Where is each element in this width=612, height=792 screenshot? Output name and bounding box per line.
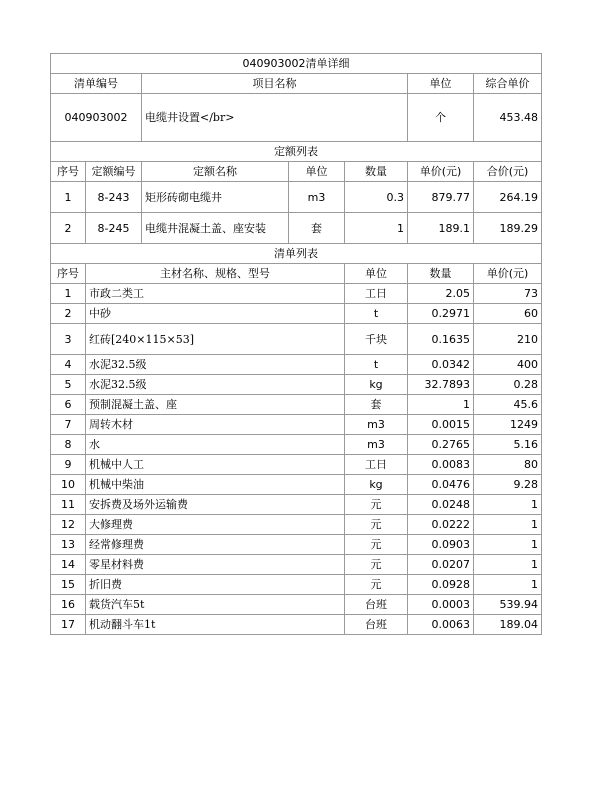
material-qty-header: 数量	[408, 264, 474, 284]
quota-total-header: 合价(元)	[474, 162, 542, 182]
material-section-row	[51, 244, 542, 264]
quota-total: 189.29	[474, 213, 542, 244]
material-qty: 0.0207	[408, 555, 474, 575]
material-price: 1	[474, 555, 542, 575]
material-name: 零星材料费	[86, 555, 345, 575]
material-no: 8	[51, 435, 86, 455]
quota-header-row	[51, 162, 542, 182]
material-price: 1	[474, 495, 542, 515]
material-qty: 0.2971	[408, 304, 474, 324]
material-qty: 0.0928	[408, 575, 474, 595]
quota-price: 189.1	[408, 213, 474, 244]
table-title: 040903002清单详细	[51, 54, 542, 74]
material-unit: 台班	[345, 615, 408, 635]
material-row	[51, 435, 542, 455]
material-unit: 台班	[345, 595, 408, 615]
material-qty: 32.7893	[408, 375, 474, 395]
material-qty: 0.0003	[408, 595, 474, 615]
material-row	[51, 495, 542, 515]
material-name-header: 主材名称、规格、型号	[86, 264, 345, 284]
material-row	[51, 595, 542, 615]
material-row	[51, 415, 542, 435]
bill-name-header: 项目名称	[142, 74, 408, 94]
material-row	[51, 555, 542, 575]
material-unit: kg	[345, 375, 408, 395]
material-no: 4	[51, 355, 86, 375]
material-row	[51, 284, 542, 304]
quota-qty: 0.3	[345, 182, 408, 213]
quota-name: 矩形砖砌电缆井	[142, 182, 289, 213]
quota-section-row	[51, 142, 542, 162]
material-unit: 元	[345, 535, 408, 555]
material-qty: 0.0248	[408, 495, 474, 515]
material-row	[51, 515, 542, 535]
material-qty: 0.0476	[408, 475, 474, 495]
material-unit: 套	[345, 395, 408, 415]
material-price: 400	[474, 355, 542, 375]
material-row	[51, 475, 542, 495]
material-no: 13	[51, 535, 86, 555]
bill-unit: 个	[408, 94, 474, 142]
quota-name: 电缆井混凝土盖、座安装	[142, 213, 289, 244]
material-name: 红砖[240×115×53]	[86, 324, 345, 355]
material-price-header: 单价(元)	[474, 264, 542, 284]
quota-qty: 1	[345, 213, 408, 244]
material-qty: 0.0342	[408, 355, 474, 375]
material-qty: 0.0015	[408, 415, 474, 435]
material-unit: 元	[345, 575, 408, 595]
material-price: 1	[474, 535, 542, 555]
quota-code-header: 定额编号	[86, 162, 142, 182]
material-unit: kg	[345, 475, 408, 495]
material-unit: 工日	[345, 455, 408, 475]
bill-code: 040903002	[51, 94, 142, 142]
bill-detail-table	[50, 53, 542, 635]
bill-unit-header: 单位	[408, 74, 474, 94]
quota-price: 879.77	[408, 182, 474, 213]
material-name: 折旧费	[86, 575, 345, 595]
material-qty: 0.0063	[408, 615, 474, 635]
material-unit: t	[345, 355, 408, 375]
material-row	[51, 304, 542, 324]
quota-code: 8-245	[86, 213, 142, 244]
material-row	[51, 535, 542, 555]
material-qty: 0.0903	[408, 535, 474, 555]
material-price: 189.04	[474, 615, 542, 635]
material-no-header: 序号	[51, 264, 86, 284]
material-name: 中砂	[86, 304, 345, 324]
material-section-title: 清单列表	[51, 244, 542, 264]
material-no: 14	[51, 555, 86, 575]
material-no: 1	[51, 284, 86, 304]
material-price: 9.28	[474, 475, 542, 495]
material-qty: 0.2765	[408, 435, 474, 455]
material-price: 0.28	[474, 375, 542, 395]
material-qty: 0.0083	[408, 455, 474, 475]
material-unit: 元	[345, 515, 408, 535]
material-no: 17	[51, 615, 86, 635]
quota-no: 2	[51, 213, 86, 244]
quota-unit: m3	[289, 182, 345, 213]
quota-section-title: 定额列表	[51, 142, 542, 162]
material-price: 1	[474, 575, 542, 595]
material-row	[51, 455, 542, 475]
quota-unit-header: 单位	[289, 162, 345, 182]
material-name: 载货汽车5t	[86, 595, 345, 615]
material-no: 6	[51, 395, 86, 415]
material-unit-header: 单位	[345, 264, 408, 284]
material-name: 水	[86, 435, 345, 455]
material-no: 11	[51, 495, 86, 515]
material-price: 73	[474, 284, 542, 304]
material-no: 15	[51, 575, 86, 595]
material-no: 12	[51, 515, 86, 535]
material-price: 1	[474, 515, 542, 535]
material-name: 水泥32.5级	[86, 355, 345, 375]
bill-header-row	[51, 74, 542, 94]
quota-name-header: 定额名称	[142, 162, 289, 182]
material-row	[51, 615, 542, 635]
material-unit: m3	[345, 415, 408, 435]
material-name: 周转木材	[86, 415, 345, 435]
material-price: 5.16	[474, 435, 542, 455]
material-no: 7	[51, 415, 86, 435]
material-price: 1249	[474, 415, 542, 435]
material-qty: 2.05	[408, 284, 474, 304]
material-name: 机械中柴油	[86, 475, 345, 495]
quota-no: 1	[51, 182, 86, 213]
bill-name: 电缆井设置</br>	[142, 94, 408, 142]
bill-price: 453.48	[474, 94, 542, 142]
material-no: 2	[51, 304, 86, 324]
quota-row	[51, 182, 542, 213]
quota-row	[51, 213, 542, 244]
material-name: 经常修理费	[86, 535, 345, 555]
material-name: 机动翻斗车1t	[86, 615, 345, 635]
quota-unit: 套	[289, 213, 345, 244]
material-no: 3	[51, 324, 86, 355]
material-name: 安拆费及场外运输费	[86, 495, 345, 515]
quota-price-header: 单价(元)	[408, 162, 474, 182]
material-row	[51, 324, 542, 355]
material-no: 16	[51, 595, 86, 615]
material-name: 大修理费	[86, 515, 345, 535]
material-row	[51, 355, 542, 375]
material-row	[51, 575, 542, 595]
bill-price-header: 综合单价	[474, 74, 542, 94]
quota-qty-header: 数量	[345, 162, 408, 182]
material-unit: 工日	[345, 284, 408, 304]
material-name: 水泥32.5级	[86, 375, 345, 395]
material-name: 预制混凝土盖、座	[86, 395, 345, 415]
material-qty: 1	[408, 395, 474, 415]
material-price: 80	[474, 455, 542, 475]
material-unit: m3	[345, 435, 408, 455]
quota-total: 264.19	[474, 182, 542, 213]
material-no: 10	[51, 475, 86, 495]
material-unit: 元	[345, 555, 408, 575]
bill-code-header: 清单编号	[51, 74, 142, 94]
material-row	[51, 395, 542, 415]
material-price: 45.6	[474, 395, 542, 415]
material-price: 60	[474, 304, 542, 324]
quota-code: 8-243	[86, 182, 142, 213]
material-qty: 0.0222	[408, 515, 474, 535]
bill-row	[51, 94, 542, 142]
material-price: 210	[474, 324, 542, 355]
material-unit: t	[345, 304, 408, 324]
material-unit: 千块	[345, 324, 408, 355]
material-no: 5	[51, 375, 86, 395]
material-unit: 元	[345, 495, 408, 515]
material-name: 市政二类工	[86, 284, 345, 304]
material-row	[51, 375, 542, 395]
material-price: 539.94	[474, 595, 542, 615]
material-no: 9	[51, 455, 86, 475]
title-row	[51, 54, 542, 74]
material-name: 机械中人工	[86, 455, 345, 475]
quota-no-header: 序号	[51, 162, 86, 182]
material-qty: 0.1635	[408, 324, 474, 355]
material-header-row	[51, 264, 542, 284]
